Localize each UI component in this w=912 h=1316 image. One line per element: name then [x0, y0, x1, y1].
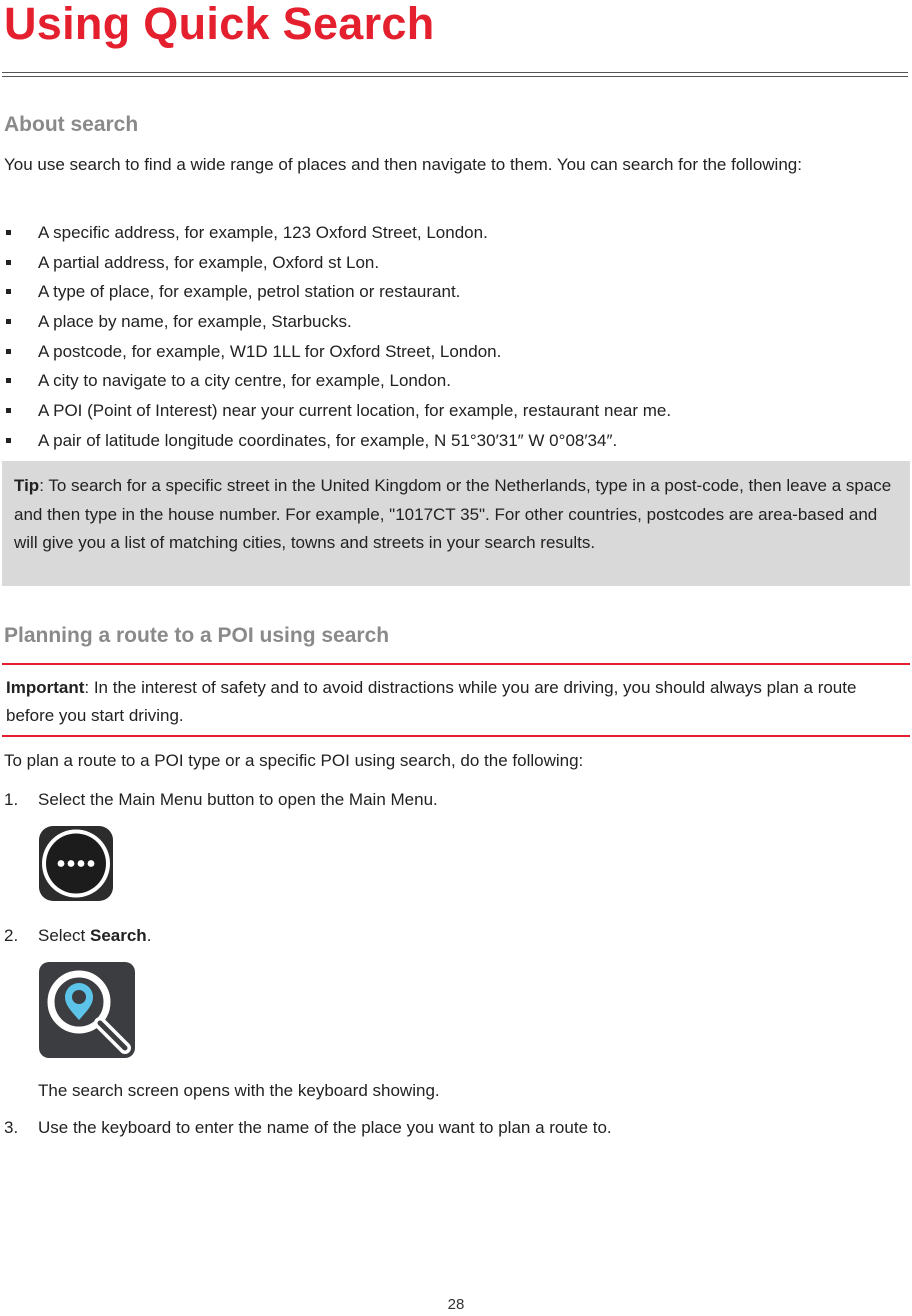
step-text: Select the Main Menu button to open the Main Menu. [38, 790, 438, 809]
important-box [2, 663, 910, 737]
bullet-icon [6, 319, 11, 324]
important-text: Important: In the interest of safety and to avoid distractions while you are driving, you should always plan a route before you start driving. [6, 678, 857, 725]
bullet-icon [6, 438, 11, 443]
search-button-icon [39, 962, 135, 1063]
about-search-intro: You use search to find a wide range of places and then navigate to them. You can search for the following: [4, 155, 802, 174]
bullet-icon [6, 349, 11, 354]
bullet-icon [6, 408, 11, 413]
list-item: A partial address, for example, Oxford st Lon. [0, 248, 900, 278]
search-label: Search [89, 926, 147, 945]
planning-intro: To plan a route to a POI type or a specific POI using search, do the following: [4, 751, 584, 770]
list-item: A POI (Point of Interest) near your current location, for example, restaurant near me. [0, 396, 900, 426]
title-divider [2, 72, 908, 77]
list-item: A postcode, for example, W1D 1LL for Oxford Street, London. [0, 337, 900, 367]
about-search-heading: About search [4, 113, 139, 136]
bullet-icon [6, 378, 11, 383]
bullet-icon [6, 230, 11, 235]
page-number: 28 [447, 1296, 465, 1313]
step-text: Use the keyboard to enter the name of the place you want to plan a route to. [38, 1118, 612, 1137]
list-item: A pair of latitude longitude coordinates, for example, N 51°30′31″ W 0°08′34″. [0, 426, 900, 456]
tip-label: Tip [14, 476, 40, 495]
step-2: 2. Select Search. [4, 922, 151, 950]
bullet-icon [6, 289, 11, 294]
planning-route-heading: Planning a route to a POI using search [4, 624, 390, 647]
step-number: 3. [4, 1118, 19, 1137]
step-1 [4, 786, 438, 814]
tip-box [2, 461, 910, 586]
list-item: A specific address, for example, 123 Oxford Street, London. [0, 218, 900, 248]
tip-text: Tip: To search for a specific street in the United Kingdom or the Netherlands, type in a post-code, then leave a space and then type in the house number. For example, "1017CT 35". For other countries, postcodes are area-based and will give you a list of matching cities, towns and streets in your search results. [14, 476, 892, 552]
bullet-icon [6, 260, 11, 265]
list-item: A type of place, for example, petrol station or restaurant. [0, 277, 900, 307]
step-number: 2. [4, 926, 19, 945]
list-item: A place by name, for example, Starbucks. [0, 307, 900, 337]
list-item: A city to navigate to a city centre, for example, London. [0, 366, 900, 396]
step-number: 1. [4, 790, 19, 809]
page-title: Using Quick Search [4, 0, 435, 49]
step-3 [4, 1114, 612, 1142]
search-types-list [0, 218, 900, 456]
step-2-note: The search screen opens with the keyboard showing. [38, 1081, 440, 1100]
important-label: Important [6, 678, 85, 697]
main-menu-button-icon [39, 826, 113, 906]
